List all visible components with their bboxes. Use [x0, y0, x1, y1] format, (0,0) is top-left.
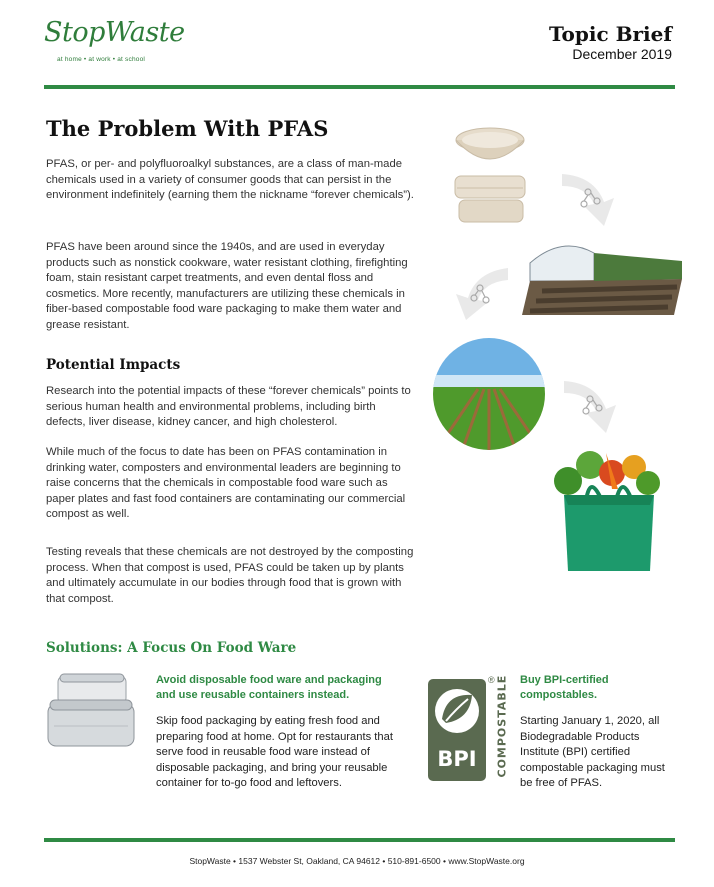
- compostable-text: COMPOSTABLE: [495, 674, 509, 778]
- page-title: The Problem With PFAS: [46, 116, 329, 141]
- compostable-bowls-image: [445, 118, 535, 228]
- footer-contact: StopWaste • 1537 Webster St, Oakland, CA 94612 • 510-891-6500 • www.StopWaste.org: [189, 856, 525, 866]
- stopwaste-logo: StopWaste: [44, 17, 185, 48]
- reusable-title: Avoid disposable food ware and packaging and use reusable containers instead.: [156, 674, 382, 701]
- bpi-compostable-logo: [428, 675, 514, 785]
- bottom-divider: [44, 838, 675, 842]
- logo-tagline: at home • at work • at school: [57, 56, 146, 63]
- top-divider: [44, 85, 675, 89]
- compost-facility-image: [522, 233, 682, 315]
- arrow-icon-3: [562, 375, 620, 435]
- impacts-paragraph-2: While much of the focus to date has been on PFAS contamination in drinking water, composters and environmental leaders are beginning to raise concerns that the chemicals in compostable food ware such as paper plates and fast food containers are contaminating our commercial compost as well.: [46, 446, 406, 521]
- brief-title: Topic Brief: [548, 22, 672, 46]
- intro-paragraph-2: PFAS have been around since the 1940s, and are used in everyday products such as nonstick cookware, water resistant clothing, firefighting foam, stain resistant carpet treatments, and even dental floss and cosmetics. More recently, manufacturers are utilizing these chemicals in fiber-based compostable food ware packaging to make them water and grease resistant.: [46, 241, 408, 331]
- intro-paragraph-1: PFAS, or per- and polyfluoroalkyl substances, are a class of man-made chemicals used in a variety of consumer goods that can persist in the environment indefinitely (earning them the nickname “forever chemicals”).: [46, 158, 414, 202]
- grocery-bag-image: [546, 443, 666, 575]
- impacts-heading: Potential Impacts: [46, 357, 181, 373]
- arrow-icon-2: [452, 262, 510, 322]
- impacts-paragraph-3: Testing reveals that these chemicals are not destroyed by the composting process. When that compost is used, PFAS could be taken up by plants and ultimately accumulate in our bodies through food that is grown with that compost.: [46, 546, 414, 605]
- bpi-title: Buy BPI-certified compostables.: [520, 674, 609, 701]
- brief-date: December 2019: [572, 46, 672, 62]
- registered-mark: ®: [488, 675, 495, 685]
- farm-field-image: [432, 337, 546, 451]
- bpi-text: BPI: [437, 747, 477, 771]
- arrow-icon-1: [560, 168, 618, 228]
- reusable-body: Skip food packaging by eating fresh food and preparing food at home. Opt for restaurants that serve food in reusable food ware instead of disposable packaging, and bring your reusable container for to-go food and leftovers.: [156, 715, 393, 790]
- solutions-heading: Solutions: A Focus On Food Ware: [46, 640, 297, 656]
- impacts-paragraph-1: Research into the potential impacts of these “forever chemicals” points to serious human health and environmental problems, including birth defects, liver disease, kidney cancer, and high cholesterol.: [46, 385, 411, 429]
- reusable-containers-image: [44, 670, 136, 750]
- bpi-body: Starting January 1, 2020, all Biodegradable Products Institute (BPI) certified compostable packaging must be free of PFAS.: [520, 715, 665, 790]
